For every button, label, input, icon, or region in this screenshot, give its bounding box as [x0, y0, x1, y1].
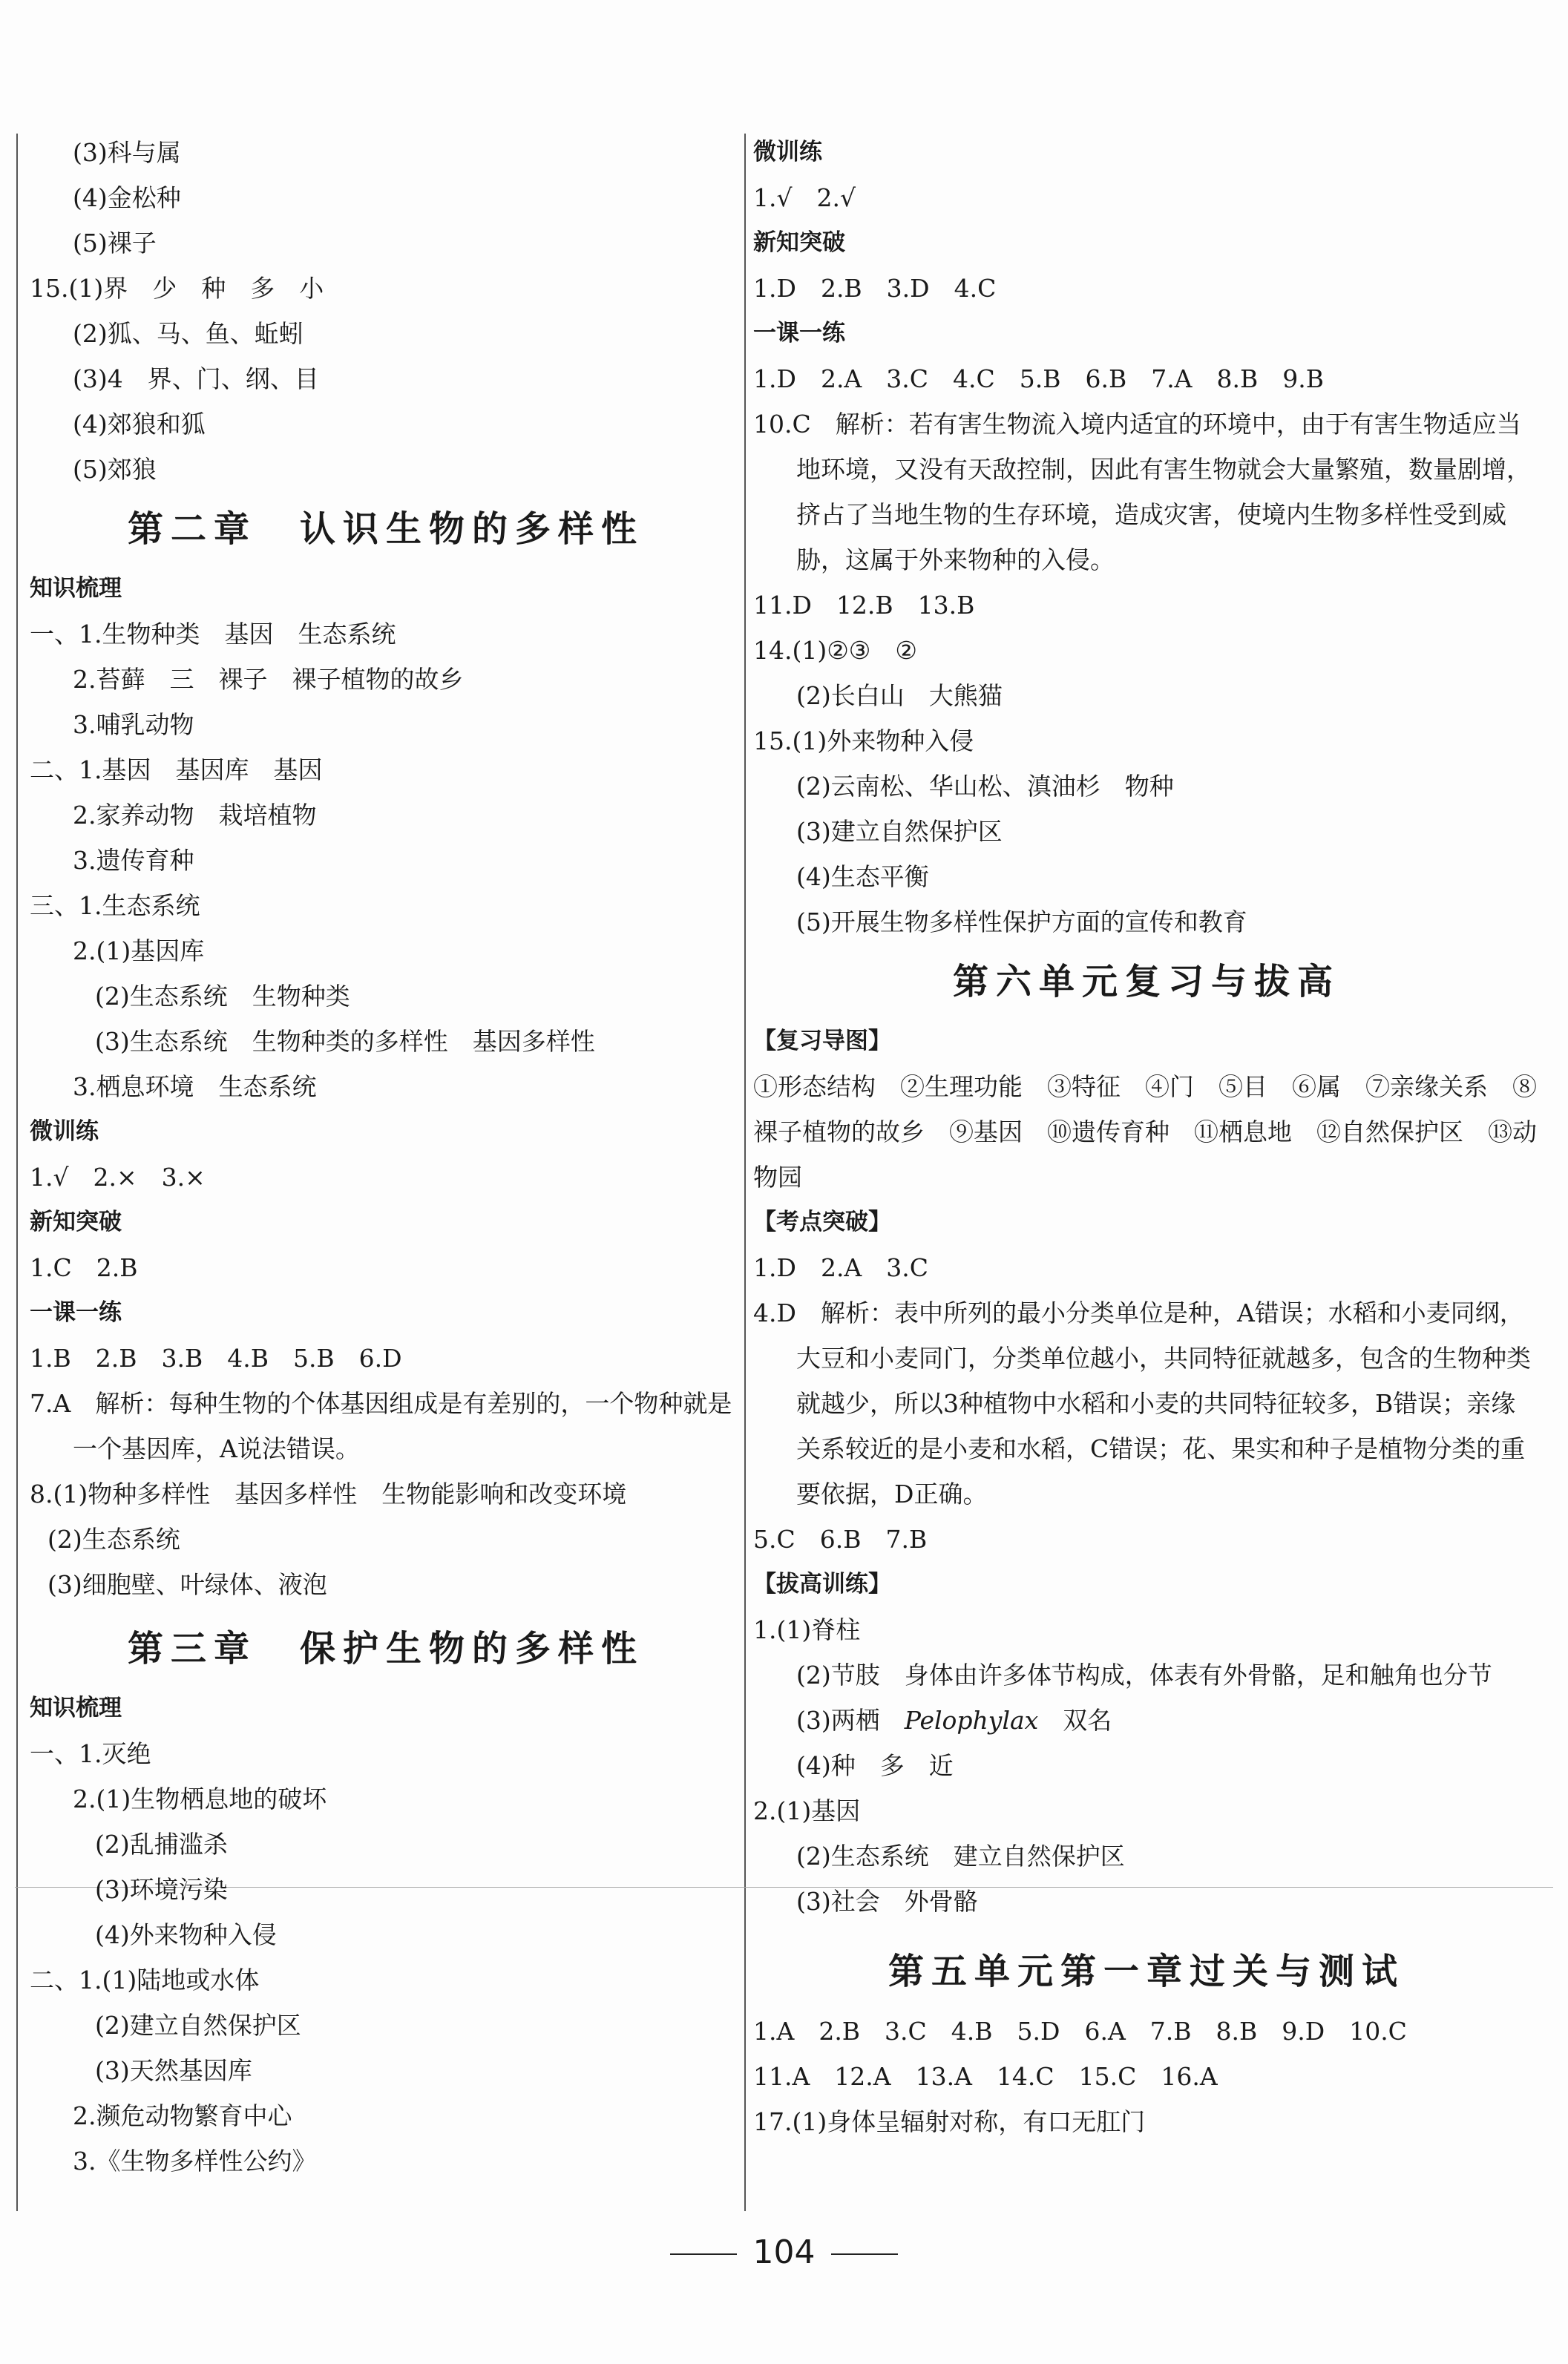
answer-line: 11.D 12.B 13.B	[753, 591, 975, 620]
answer-line: 3.遗传育种	[73, 846, 194, 875]
section-heading: 新知突破	[753, 229, 845, 256]
section-heading: 知识梳理	[30, 575, 122, 602]
test-answers	[753, 2009, 1540, 2144]
raise-6: (2)生态系统 建立自然保护区	[796, 1842, 1125, 1871]
answer-line: (2)云南松、华山松、滇油杉 物种	[796, 772, 1174, 801]
answer-10-explanation: 10.C 解析：若有害生物流入境内适宜的环境中，由于有害生物适应当地环境，又没有天敌控制，因此有害生物就会大量繁殖，数量剧增，挤占了当地生物的生存环境，造成灾害，使境内生物多样性受到威胁，这属于外来物种的入侵。	[753, 410, 1531, 574]
answer-line: 2.濒危动物繁育中心	[73, 2101, 292, 2130]
test-answer-line: 17.(1)身体呈辐射对称，有口无肛门	[753, 2107, 1146, 2136]
answer-line: 2.(1)基因库	[73, 936, 205, 965]
raise-2: (2)节肢 身体由许多体节构成，体表有外骨骼，足和触角也分节	[796, 1661, 1492, 1690]
answer-line: 2.(1)生物栖息地的破坏	[73, 1785, 327, 1813]
section-heading: 微训练	[30, 1118, 99, 1145]
answer-line: (3)科与属	[73, 138, 181, 167]
answer-line: 1.√ 2.√	[753, 183, 856, 212]
answer-line: 3.栖息环境 生态系统	[73, 1072, 317, 1101]
answer-7-explanation: 7.A 解析：每种生物的个体基因组成是有差别的，一个物种就是一个基因库，A说法错误。	[30, 1389, 732, 1463]
answer-line: (5)裸子	[73, 229, 157, 257]
section-heading: 知识梳理	[30, 1695, 122, 1721]
answer-line: (2)乱捕滥杀	[95, 1830, 228, 1859]
section-heading: 微训练	[753, 139, 822, 165]
answer-line: (4)郊狼和狐	[73, 410, 206, 439]
page-number-text: 104	[752, 2233, 816, 2271]
right-column	[753, 130, 1540, 2144]
answer-4-explanation: 4.D 解析：表中所列的最小分类单位是种，A错误；水稻和小麦同纲，大豆和小麦同门，分类单位越小，共同特征就越多，包含的生物种类就越少，所以3种植物中水稻和小麦的共同特征较多，B错误；亲缘关系较近的是小麦和水稻，C错误；花、果实和种子是植物分类的重要依据，D正确。	[753, 1298, 1531, 1508]
answer-line: (3)细胞壁、叶绿体、液泡	[47, 1570, 327, 1599]
answer-line: (4)生态平衡	[796, 862, 929, 891]
answer-line: (2)建立自然保护区	[95, 2011, 301, 2040]
answer-line: (2)长白山 大熊猫	[796, 681, 1003, 710]
answer-line: 二、1.基因 基因库 基因	[30, 755, 323, 784]
answer-line: (3)4 界、门、纲、目	[73, 364, 319, 393]
left-margin-rule	[16, 134, 18, 2211]
left-column	[30, 130, 742, 2184]
answer-line: (4)金松种	[73, 183, 181, 212]
answer-line: 15.(1)界 少 种 多 小	[30, 274, 324, 303]
exam-line-2: 5.C 6.B 7.B	[753, 1525, 928, 1554]
page-number	[0, 2233, 1568, 2271]
answer-line: 1.D 2.B 3.D 4.C	[753, 274, 997, 303]
answer-line: 1.√ 2.× 3.×	[30, 1163, 206, 1192]
answer-line: 2.苔藓 三 裸子 裸子植物的故乡	[73, 665, 464, 694]
section-heading: 一课一练	[753, 320, 845, 347]
answer-line: 8.(1)物种多样性 基因多样性 生物能影响和改变环境	[30, 1480, 627, 1508]
answer-line: (3)生态系统 生物种类的多样性 基因多样性	[95, 1027, 595, 1056]
raise-7: (3)社会 外骨骼	[796, 1887, 978, 1916]
answer-line: 3.哺乳动物	[73, 710, 194, 739]
answer-line: (3)环境污染	[95, 1875, 228, 1904]
unit5-title: 第五单元第一章过关与测试	[888, 1951, 1405, 1992]
review-map-heading: 【复习导图】	[753, 1028, 891, 1054]
answer-list-top-right	[753, 130, 1540, 401]
answer-line: 2.家养动物 栽培植物	[73, 801, 317, 830]
answer-list-top	[30, 130, 742, 492]
answer-line: (5)开展生物多样性保护方面的宣传和教育	[796, 907, 1247, 936]
answer-line: 一、1.灭绝	[30, 1739, 151, 1768]
raise-5: 2.(1)基因	[753, 1796, 861, 1825]
section-heading: 新知突破	[30, 1209, 122, 1235]
raise-1: 1.(1)脊柱	[753, 1615, 861, 1644]
raise-3-post: 双名	[1038, 1706, 1112, 1735]
answer-line: 1.C 2.B	[30, 1253, 138, 1282]
exam-line-1: 1.D 2.A 3.C	[753, 1253, 928, 1282]
answer-line: 14.(1)②③ ②	[753, 636, 917, 665]
section-heading: 一课一练	[30, 1299, 122, 1326]
answer-line: 3.《生物多样性公约》	[73, 2147, 317, 2176]
raise-4: (4)种 多 近	[796, 1751, 954, 1780]
raise-3	[753, 1698, 1540, 1743]
chapter3-title: 第三章 保护生物的多样性	[127, 1628, 644, 1669]
answer-line: 15.(1)外来物种入侵	[753, 726, 974, 755]
column-divider	[744, 134, 746, 2211]
answer-line: (4)外来物种入侵	[95, 1920, 277, 1949]
answer-line: 二、1.(1)陆地或水体	[30, 1966, 260, 1994]
answer-line: (2)生态系统 生物种类	[95, 982, 350, 1011]
raise-3-pre: (3)两栖	[796, 1706, 905, 1735]
chapter2-answers-tail	[30, 1471, 742, 1607]
unit6-title: 第六单元复习与拔高	[952, 961, 1340, 1002]
answer-line: (2)狐、马、鱼、蚯蚓	[73, 319, 304, 348]
test-answer-line: 11.A 12.A 13.A 14.C 15.C 16.A	[753, 2062, 1218, 2091]
answer-line: 1.D 2.A 3.C 4.C 5.B 6.B 7.A 8.B 9.B	[753, 364, 1324, 393]
answer-line: 一、1.生物种类 基因 生态系统	[30, 620, 396, 649]
answer-line: (3)建立自然保护区	[796, 817, 1003, 846]
answer-line: (2)生态系统	[47, 1525, 180, 1554]
test-answer-line: 1.A 2.B 3.C 4.B 5.D 6.A 7.B 8.B 9.D 10.C	[753, 2017, 1407, 2046]
chapter2-title: 第二章 认识生物的多样性	[127, 508, 644, 550]
chapter3-answers	[30, 1686, 742, 2184]
answer-line: (3)天然基因库	[95, 2056, 252, 2085]
answer-line: (5)郊狼	[73, 455, 157, 484]
chapter2-answers	[30, 566, 742, 1381]
latin-name: Pelophylax	[904, 1706, 1039, 1735]
exam-heading: 【考点突破】	[753, 1209, 891, 1235]
raise-heading: 【拔高训练】	[753, 1571, 891, 1598]
answer-line: 三、1.生态系统	[30, 891, 200, 920]
answer-list-mid-right	[753, 582, 1540, 945]
answer-line: 1.B 2.B 3.B 4.B 5.B 6.D	[30, 1344, 402, 1373]
review-map: ①形态结构 ②生理功能 ③特征 ④门 ⑤目 ⑥属 ⑦亲缘关系 ⑧裸子植物的故乡 ⑨基因 ⑩遗传育种 ⑪栖息地 ⑫自然保护区 ⑬动物园	[753, 1072, 1537, 1192]
